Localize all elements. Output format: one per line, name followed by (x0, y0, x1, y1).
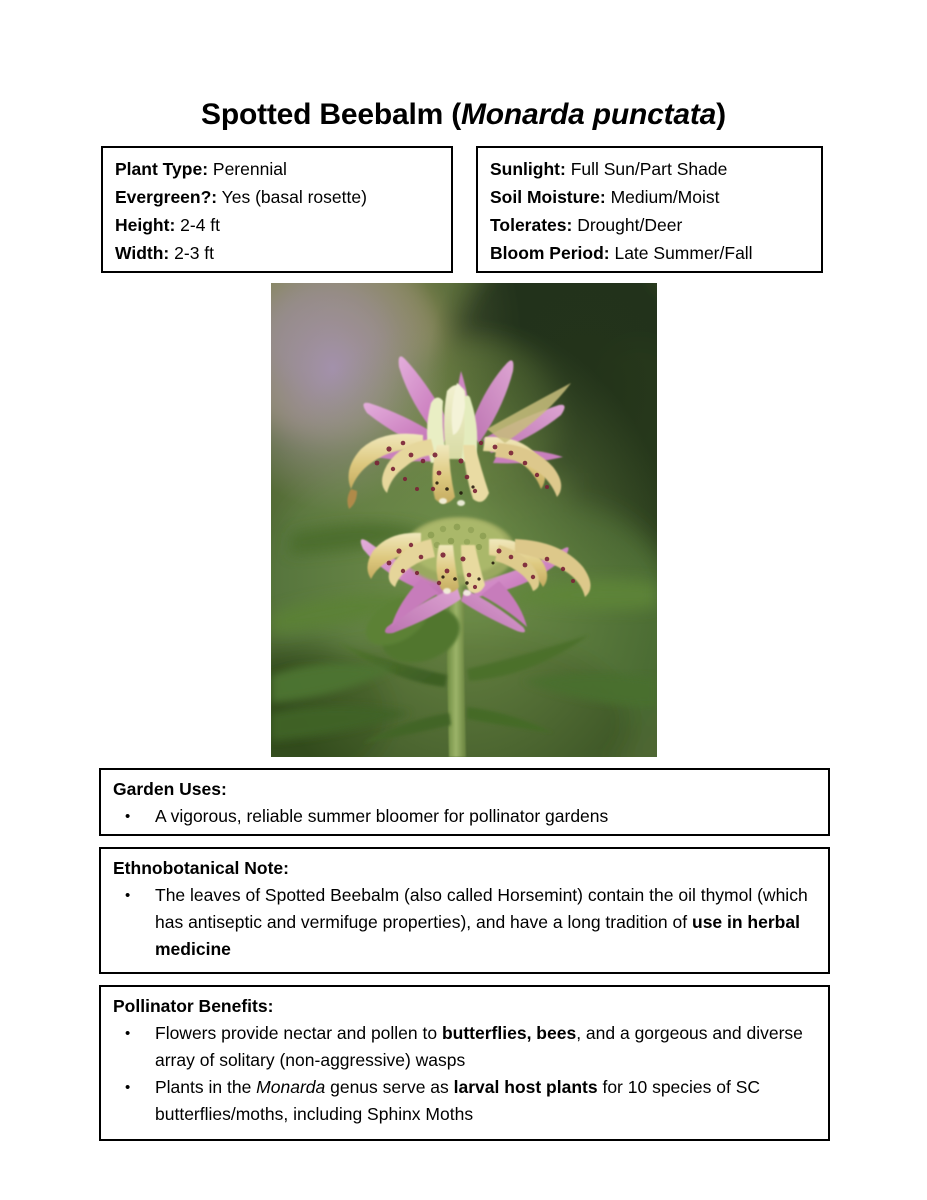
pollinator-b1-part-2: , and a gorgeous and diverse array of solitary (non-aggressive) wasps (155, 1023, 803, 1070)
page-title (0, 96, 927, 134)
fact-row-height (115, 211, 451, 239)
fact-row-bloom-period (490, 239, 821, 267)
ethnobotanical-note-list (113, 882, 818, 963)
fact-label-height: Height: (115, 215, 176, 235)
garden-uses-list (113, 803, 818, 830)
ethnobotanical-text-part-1: The leaves of Spotted Beebalm (also called Horsemint) contain the oil thymol (which has antiseptic and vermifuge properties), and have a long tradition of (155, 885, 808, 932)
fact-label-evergreen: Evergreen?: (115, 187, 218, 207)
fact-row-sunlight (490, 155, 821, 183)
fact-value-height: 2-4 ft (180, 215, 221, 235)
fact-label-tolerates: Tolerates: (490, 215, 573, 235)
fact-value-tolerates: Drought/Deer (577, 215, 683, 235)
page-title-common-name: Spotted Beebalm ( (201, 98, 461, 131)
fact-label-bloom-period: Bloom Period: (490, 243, 610, 263)
page-title-close-paren: ) (716, 98, 726, 131)
fact-value-bloom-period: Late Summer/Fall (614, 243, 753, 263)
page-title-scientific-name: Monarda punctata (461, 98, 717, 131)
garden-uses-heading: Garden Uses: (113, 779, 227, 799)
pollinator-b2-part-2: genus serve as (325, 1077, 454, 1097)
pollinator-b2-part-3: for 10 species of SC butterflies/moths, including Sphinx Moths (155, 1077, 761, 1124)
fact-label-width: Width: (115, 243, 170, 263)
ethnobotanical-note-box (99, 847, 830, 974)
plant-photograph-image (271, 283, 657, 757)
pollinator-b1-part-1: Flowers provide nectar and pollen to (155, 1023, 442, 1043)
pollinator-benefits-list (113, 1020, 818, 1128)
fact-row-plant-type (115, 155, 451, 183)
fact-row-evergreen (115, 183, 451, 211)
fact-value-sunlight: Full Sun/Part Shade (570, 159, 728, 179)
pollinator-b2-bold-1: larval host plants (453, 1077, 598, 1097)
plant-photograph (271, 283, 657, 757)
fact-label-sunlight: Sunlight: (490, 159, 566, 179)
ethnobotanical-text-bold-1: use in herbal medicine (155, 912, 800, 959)
fact-row-width (115, 239, 451, 267)
list-item (113, 1020, 818, 1074)
plant-attributes-box-right (476, 146, 823, 273)
pollinator-benefits-box (99, 985, 830, 1141)
fact-row-soil-moisture (490, 183, 821, 211)
fact-row-tolerates (490, 211, 821, 239)
pollinator-b2-italic-1: Monarda (256, 1077, 326, 1097)
list-item (113, 882, 818, 963)
list-item: • A vigorous, reliable summer bloomer for pollinator gardens (113, 803, 818, 830)
plant-attributes-box-left (101, 146, 453, 273)
list-item (113, 1074, 818, 1128)
pollinator-b2-part-1: Plants in the (155, 1077, 257, 1097)
garden-uses-box (99, 768, 830, 836)
fact-label-plant-type: Plant Type: (115, 159, 209, 179)
fact-value-evergreen: Yes (basal rosette) (221, 187, 367, 207)
fact-value-plant-type: Perennial (212, 159, 287, 179)
pollinator-b1-bold-1: butterflies, bees (441, 1023, 577, 1043)
pollinator-benefits-heading: Pollinator Benefits: (113, 996, 274, 1016)
ethnobotanical-note-heading: Ethnobotanical Note: (113, 858, 289, 878)
fact-label-soil-moisture: Soil Moisture: (490, 187, 606, 207)
fact-value-width: 2-3 ft (174, 243, 215, 263)
fact-value-soil-moisture: Medium/Moist (610, 187, 720, 207)
